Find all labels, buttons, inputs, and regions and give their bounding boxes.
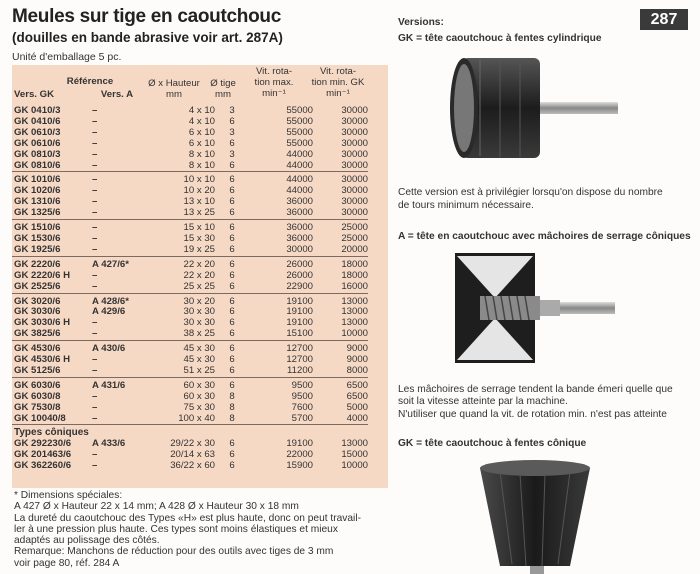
cell-ref-a: – (92, 364, 98, 376)
gk-conic-heading: GK = tête caoutchouc à fentes cônique (398, 438, 587, 449)
table-row (12, 271, 368, 282)
cell-ref-gk: GK 3030/6 (14, 306, 61, 318)
cell-shank-diameter: 6 (215, 377, 249, 391)
cell-ref-a: A 429/6 (92, 306, 126, 318)
cell-dimensions: 25 x 25 (183, 280, 215, 292)
cell-shank-diameter: 6 (229, 115, 235, 127)
cell-dimensions: 10 x 20 (183, 185, 215, 197)
cell-speed-min: 30000 (341, 159, 368, 171)
cell-speed-max: 55000 (286, 115, 313, 127)
cell-dimensions: 15 x 30 (183, 232, 215, 244)
table-row (12, 256, 368, 270)
cell-ref-a: – (92, 126, 98, 138)
cell-speed-max: 36000 (286, 207, 313, 219)
cell-speed-max: 44000 (286, 159, 313, 171)
cell-dimensions: 51 x 25 (183, 364, 215, 376)
cell-dimensions: 29/22 x 30 (170, 438, 215, 450)
cell-ref-a: – (92, 207, 98, 219)
table-row (12, 245, 368, 256)
cell-speed-min: 30000 (341, 105, 368, 116)
cell-ref-a: – (92, 159, 98, 171)
cell-shank-diameter: 6 (229, 159, 235, 171)
table-row (12, 403, 368, 414)
cell-ref-a: – (92, 148, 98, 160)
cell-ref-gk: GK 1325/6 (14, 207, 61, 219)
cell-speed-max: 11200 (287, 364, 313, 376)
header-dimensions: Ø x Hauteur mm (148, 78, 200, 100)
cell-ref-a: – (92, 185, 98, 197)
cell-ref-a: – (92, 115, 98, 127)
cell-speed-min: 9000 (346, 354, 368, 366)
cell-speed-max: 19100 (249, 293, 313, 307)
cell-shank-diameter: 6 (229, 364, 235, 376)
table-row (12, 150, 368, 161)
conic-wheel-image (470, 458, 650, 574)
cell-ref-a: – (92, 269, 98, 281)
a-version-heading: A = tête en caoutchouc avec mâchoires de serrage côniques (398, 231, 691, 242)
cell-speed-min: 6500 (346, 390, 368, 402)
cell-ref-gk: GK 292230/6 (14, 438, 72, 450)
cell-dimensions: 10 x 10 (158, 172, 215, 186)
cell-shank-diameter: 6 (215, 341, 249, 355)
cell-ref-gk: GK 3825/6 (14, 328, 61, 340)
table-row (12, 341, 368, 355)
cell-shank-diameter: 8 (229, 412, 235, 424)
cell-dimensions: 30 x 30 (183, 317, 215, 329)
cell-ref-a: – (92, 220, 158, 234)
cell-dimensions: 60 x 30 (158, 377, 215, 391)
cell-shank-diameter: 6 (229, 317, 235, 329)
cell-speed-min: 30000 (341, 126, 368, 138)
table-row (12, 461, 368, 472)
cell-dimensions: 8 x 10 (188, 159, 215, 171)
cell-speed-min: 4000 (346, 412, 368, 424)
cell-dimensions: 6 x 10 (188, 126, 215, 138)
cell-dimensions: 4 x 10 (188, 115, 215, 127)
cell-ref-a: – (92, 280, 98, 292)
cell-speed-max: 19100 (286, 306, 313, 318)
cell-ref-gk: GK 0410/6 (14, 115, 61, 127)
cell-shank-diameter: 6 (229, 232, 235, 244)
cell-ref-gk: GK 0410/3 (14, 105, 61, 116)
cell-shank-diameter: 6 (229, 196, 235, 208)
header-vers-gk: Vers. GK (14, 89, 54, 100)
cell-shank-diameter: 6 (215, 220, 249, 234)
cell-dimensions: 36/22 x 60 (170, 460, 215, 472)
cell-speed-min: 30000 (341, 137, 368, 149)
cell-ref-a: – (92, 460, 98, 472)
cell-ref-gk: GK 7530/8 (14, 401, 61, 413)
page-number-badge: 287 (640, 9, 688, 30)
cell-speed-max: 7600 (291, 401, 313, 413)
cell-shank-diameter: 3 (229, 148, 235, 160)
cell-shank-diameter: 6 (229, 306, 235, 318)
cell-shank-diameter: 6 (215, 293, 249, 307)
a-version-description: Les mâchoires de serrage tendent la bande émeri quelle que soit la vitesse atteinte par la machine. N'utiliser que quand la vit. de rotation min. n'est pas atteinte (398, 384, 673, 420)
table-row (12, 139, 368, 150)
cell-ref-gk: GK 0610/3 (14, 126, 61, 138)
cell-ref-a: – (92, 196, 98, 208)
cell-shank-diameter: 6 (229, 207, 235, 219)
cell-shank-diameter: 6 (215, 172, 249, 186)
conic-section-title: Types côniques (12, 425, 368, 439)
cell-speed-min: 10000 (341, 460, 368, 472)
cell-speed-max: 55000 (286, 105, 313, 116)
header-vit-max: Vit. rota- tion max. min⁻¹ (254, 66, 294, 99)
cell-ref-gk: GK 4530/6 (12, 341, 92, 355)
table-row (12, 293, 368, 307)
cell-speed-max: 19100 (286, 317, 313, 329)
cell-shank-diameter: 6 (229, 354, 235, 366)
cell-shank-diameter: 6 (229, 280, 235, 292)
cell-speed-max: 12700 (249, 341, 313, 355)
cell-speed-max: 26000 (249, 256, 313, 270)
cell-dimensions: 30 x 20 (158, 293, 215, 307)
cell-ref-a: A 427/6* (92, 256, 158, 270)
cell-speed-min: 30000 (341, 196, 368, 208)
cell-ref-a: – (92, 412, 98, 424)
table-row (12, 161, 368, 172)
cell-ref-gk: GK 5125/6 (14, 364, 61, 376)
cell-dimensions: 100 x 40 (178, 412, 215, 424)
cell-speed-min: 9000 (313, 341, 368, 355)
cell-dimensions: 19 x 25 (183, 243, 215, 255)
cell-ref-gk: GK 0810/6 (14, 159, 61, 171)
cell-ref-a: A 431/6 (92, 377, 158, 391)
cell-ref-gk: GK 2220/6 H (14, 269, 70, 281)
cell-speed-min: 25000 (313, 220, 368, 234)
cell-ref-a: A 428/6* (92, 293, 158, 307)
cell-speed-max: 22000 (286, 449, 313, 461)
cell-ref-a: – (92, 172, 158, 186)
cell-shank-diameter: 6 (229, 269, 235, 281)
cell-ref-a: A 433/6 (92, 438, 126, 450)
cell-speed-min: 6500 (313, 377, 368, 391)
cell-speed-min: 13000 (313, 293, 368, 307)
cell-ref-a: – (92, 390, 98, 402)
cell-ref-gk: GK 2525/6 (14, 280, 61, 292)
gk-cylindrical-description: Cette version est à privilégier lorsqu'on dispose du nombre de tours minimum nécessaire. (398, 187, 663, 211)
cell-speed-min: 13000 (341, 317, 368, 329)
cell-speed-max: 30000 (286, 243, 313, 255)
cell-shank-diameter: 6 (229, 243, 235, 255)
cell-ref-a: – (92, 354, 98, 366)
cell-dimensions: 4 x 10 (188, 105, 215, 116)
header-reference: Référence (66, 76, 114, 87)
gk-cylindrical-heading: GK = tête caoutchouc à fentes cylindrique (398, 33, 602, 44)
cell-dimensions: 13 x 10 (183, 196, 215, 208)
cell-dimensions: 45 x 30 (158, 341, 215, 355)
cell-shank-diameter: 6 (229, 185, 235, 197)
cell-ref-gk: GK 6030/6 (12, 377, 92, 391)
cell-ref-a: – (92, 137, 98, 149)
cell-ref-a: – (92, 105, 98, 116)
cell-ref-a: A 430/6 (92, 341, 158, 355)
cell-speed-max: 36000 (249, 220, 313, 234)
cell-dimensions: 22 x 20 (158, 256, 215, 270)
cell-speed-min: 16000 (341, 280, 368, 292)
table-row (12, 329, 368, 340)
cell-dimensions: 13 x 25 (183, 207, 215, 219)
cell-shank-diameter: 6 (229, 449, 235, 461)
cell-speed-min: 18000 (313, 256, 368, 270)
cell-speed-min: 13000 (341, 438, 368, 450)
cell-speed-min: 30000 (341, 207, 368, 219)
page-title: Meules sur tige en caoutchouc (12, 6, 281, 27)
page-subtitle: (douilles en bande abrasive voir art. 287A) (12, 30, 283, 45)
cell-speed-min: 20000 (341, 243, 368, 255)
cell-ref-a: – (92, 449, 98, 461)
product-table (12, 106, 368, 472)
cell-ref-a: – (92, 401, 98, 413)
cell-dimensions: 60 x 30 (183, 390, 215, 402)
cell-ref-gk: GK 1020/6 (14, 185, 61, 197)
cell-speed-max: 19100 (286, 438, 313, 450)
cell-ref-a: – (92, 328, 98, 340)
cell-speed-min: 10000 (341, 328, 368, 340)
packaging-unit: Unité d'emballage 5 pc. (12, 51, 122, 63)
cell-speed-max: 22900 (286, 280, 313, 292)
cell-shank-diameter: 3 (229, 105, 235, 116)
cell-ref-gk: GK 0610/6 (14, 137, 61, 149)
cell-dimensions: 8 x 10 (188, 148, 215, 160)
cell-ref-gk: GK 4530/6 H (14, 354, 70, 366)
cell-ref-gk: GK 1530/6 (14, 232, 61, 244)
cell-speed-min: 13000 (341, 306, 368, 318)
cell-ref-gk: GK 362260/6 (14, 460, 72, 472)
cell-ref-gk: GK 1310/6 (14, 196, 61, 208)
cell-speed-min: 8000 (346, 364, 368, 376)
table-row (12, 377, 368, 391)
header-vit-min: Vit. rota- tion min. GK min⁻¹ (311, 66, 365, 99)
cell-shank-diameter: 6 (229, 460, 235, 472)
cell-shank-diameter: 6 (229, 328, 235, 340)
cell-ref-a: – (92, 317, 98, 329)
cell-speed-max: 5700 (291, 412, 313, 424)
cell-speed-min: 15000 (341, 449, 368, 461)
cell-speed-max: 12700 (286, 354, 313, 366)
cylindrical-wheel-image (440, 50, 620, 170)
cell-speed-max: 9500 (249, 377, 313, 391)
cell-speed-min: 18000 (341, 269, 368, 281)
cell-dimensions: 15 x 10 (158, 220, 215, 234)
cell-dimensions: 30 x 30 (183, 306, 215, 318)
cell-shank-diameter: 3 (229, 126, 235, 138)
conic-section-header (12, 425, 368, 439)
cell-speed-max: 55000 (286, 126, 313, 138)
cell-ref-gk: GK 10040/8 (14, 412, 66, 424)
header-vers-a: Vers. A (100, 89, 134, 100)
cell-speed-min: 5000 (346, 401, 368, 413)
cell-speed-max: 36000 (286, 196, 313, 208)
cell-dimensions: 6 x 10 (188, 137, 215, 149)
cell-ref-gk: GK 3030/6 H (14, 317, 70, 329)
cell-ref-a: – (92, 243, 98, 255)
cell-speed-max: 44000 (286, 148, 313, 160)
cell-ref-gk: GK 6030/8 (14, 390, 61, 402)
cell-speed-max: 55000 (286, 137, 313, 149)
cell-speed-min: 30000 (341, 148, 368, 160)
cell-speed-max: 15900 (286, 460, 313, 472)
cell-ref-gk: GK 1510/6 (12, 220, 92, 234)
cell-ref-gk: GK 201463/6 (14, 449, 72, 461)
cell-ref-gk: GK 1010/6 (12, 172, 92, 186)
cell-ref-gk: GK 2220/6 (12, 256, 92, 270)
cell-speed-min: 30000 (341, 185, 368, 197)
cell-speed-min: 30000 (313, 172, 368, 186)
table-row (12, 366, 368, 377)
cell-ref-gk: GK 1925/6 (14, 243, 61, 255)
cell-speed-min: 25000 (341, 232, 368, 244)
cell-speed-max: 44000 (249, 172, 313, 186)
header-tige: Ø tige mm (210, 78, 236, 100)
cell-shank-diameter: 6 (229, 438, 235, 450)
cell-speed-max: 15100 (286, 328, 313, 340)
cell-ref-gk: GK 3020/6 (12, 293, 92, 307)
table-row (12, 208, 368, 219)
cell-ref-a: – (92, 232, 98, 244)
cell-shank-diameter: 8 (229, 390, 235, 402)
footnotes: * Dimensions spéciales: A 427 Ø x Hauteur 22 x 14 mm; A 428 Ø x Hauteur 30 x 18 mm La dureté du caoutchouc des Types «H» est plus haute, donc on peut travail- ler à une pression plus haute. Ces types sont moins élastiques et mieux adaptés au polissage des côtés. Remarque: Manchons de réduction pour des outils avec tiges de 3 mm voir page 80, réf. 284 A (14, 490, 361, 569)
cell-speed-max: 36000 (286, 232, 313, 244)
cell-shank-diameter: 8 (229, 401, 235, 413)
cell-speed-max: 44000 (286, 185, 313, 197)
table-row (12, 414, 368, 425)
cell-shank-diameter: 6 (229, 137, 235, 149)
table-row (12, 282, 368, 293)
cell-speed-max: 26000 (286, 269, 313, 281)
cell-dimensions: 75 x 30 (183, 401, 215, 413)
cell-speed-max: 9500 (291, 390, 313, 402)
versions-label: Versions: (398, 17, 444, 28)
clamping-jaw-wheel-image (455, 248, 635, 368)
cell-dimensions: 38 x 25 (183, 328, 215, 340)
cell-speed-min: 30000 (341, 115, 368, 127)
cell-dimensions: 22 x 20 (183, 269, 215, 281)
cell-dimensions: 45 x 30 (183, 354, 215, 366)
cell-dimensions: 20/14 x 63 (170, 449, 215, 461)
cell-shank-diameter: 6 (215, 256, 249, 270)
cell-ref-gk: GK 0810/3 (14, 148, 61, 160)
table-row (12, 172, 368, 186)
table-row (12, 220, 368, 234)
